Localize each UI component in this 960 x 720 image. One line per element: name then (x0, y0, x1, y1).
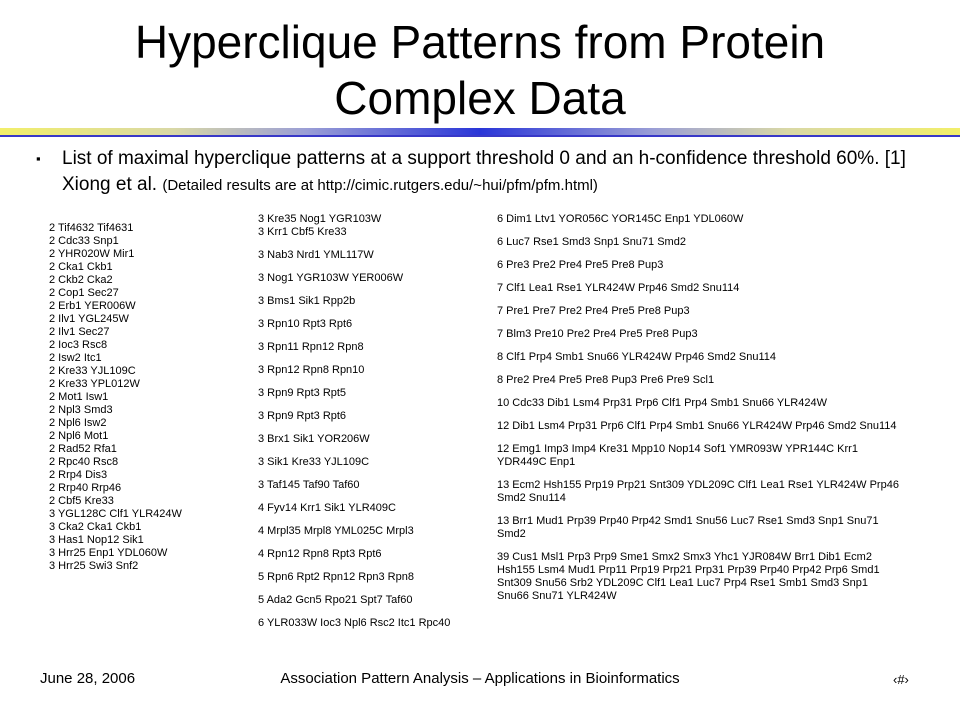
pattern-row: 3 Taf145 Taf90 Taf60 (258, 479, 360, 491)
pattern-row: 2 Cbf5 Kre33 (49, 495, 114, 507)
pattern-row: 2 Kre33 YPL012W (49, 378, 140, 390)
pattern-row: 3 YGL128C Clf1 YLR424W (49, 508, 182, 520)
pattern-row: 3 Rpn9 Rpt3 Rpt6 (258, 410, 347, 422)
pattern-row: 3 Rpn11 Rpn12 Rpn8 (258, 341, 364, 353)
pattern-row: 4 Fyv14 Krr1 Sik1 YLR409C (258, 502, 396, 514)
bullet-text (62, 146, 942, 199)
pattern-row: 3 Rpn12 Rpn8 Rpn10 (258, 364, 365, 376)
pattern-row: 2 Rrp40 Rrp46 (49, 482, 122, 494)
pattern-row: 2 Cop1 Sec27 (49, 287, 119, 299)
pattern-row: 3 Kre35 Nog1 YGR103W 3 Krr1 Cbf5 Kre33 (258, 213, 382, 238)
pattern-row: 6 YLR033W Ioc3 Npl6 Rsc2 Itc1 Rpc40 (258, 617, 451, 629)
pattern-row: 2 Erb1 YER006W (49, 300, 136, 312)
pattern-row: 2 Ioc3 Rsc8 (49, 339, 108, 351)
pattern-row: 2 Cka1 Ckb1 (49, 261, 113, 273)
pattern-row: 3 Brx1 Sik1 YOR206W (258, 433, 370, 445)
pattern-row: 12 Dib1 Lsm4 Prp31 Prp6 Clf1 Prp4 Smb1 Snu66 YLR424W Prp46 Smd2 Snu114 (497, 420, 897, 432)
pattern-row: 3 Cka2 Cka1 Ckb1 (49, 521, 142, 533)
pattern-row: 2 Tif4632 Tif4631 (49, 222, 134, 234)
pattern-row: 5 Rpn6 Rpt2 Rpn12 Rpn3 Rpn8 (258, 571, 414, 583)
pattern-row: 3 Sik1 Kre33 YJL109C (258, 456, 370, 468)
pattern-column-1 (49, 222, 249, 573)
pattern-row: 2 Ilv1 Sec27 (49, 326, 110, 338)
pattern-row: 2 Npl6 Isw2 (49, 417, 107, 429)
pattern-row: 3 Hrr25 Swi3 Snf2 (49, 560, 139, 572)
pattern-row: 3 Has1 Nop12 Sik1 (49, 534, 144, 546)
pattern-row: 4 Rpn12 Rpn8 Rpt3 Rpt6 (258, 548, 382, 560)
pattern-row: 5 Ada2 Gcn5 Rpo21 Spt7 Taf60 (258, 594, 413, 606)
pattern-row: 2 Rad52 Rfa1 (49, 443, 117, 455)
pattern-row: 3 Rpn10 Rpt3 Rpt6 (258, 318, 353, 330)
pattern-row: 3 Rpn9 Rpt3 Rpt5 (258, 387, 347, 399)
pattern-row: 2 Npl6 Mot1 (49, 430, 109, 442)
pattern-row: 13 Ecm2 Hsh155 Prp19 Prp21 Snt309 YDL209C Clf1 Lea1 Rse1 YLR424W Prp46 Smd2 Snu114 (497, 479, 899, 504)
footer-title: Association Pattern Analysis – Applications in Bioinformatics (280, 670, 680, 687)
pattern-row: 13 Brr1 Mud1 Prp39 Prp40 Prp42 Smd1 Snu56 Luc7 Rse1 Smd3 Snp1 Snu71 Smd2 (497, 515, 879, 540)
pattern-row: 10 Cdc33 Dib1 Lsm4 Prp31 Prp6 Clf1 Prp4 Smb1 Snu66 YLR424W (497, 397, 827, 409)
pattern-row: 2 Npl3 Smd3 (49, 404, 113, 416)
pattern-row: 2 Mot1 Isw1 (49, 391, 109, 403)
square-bullet-icon: ▪ (36, 151, 41, 166)
pattern-column-3 (497, 213, 902, 613)
pattern-row: 6 Dim1 Ltv1 YOR056C YOR145C Enp1 YDL060W (497, 213, 744, 225)
pattern-row: 2 Isw2 Itc1 (49, 352, 102, 364)
slide-title: Hyperclique Patterns from Protein Complex Data (134, 16, 826, 124)
pattern-row: 4 Mrpl35 Mrpl8 YML025C Mrpl3 (258, 525, 414, 537)
pattern-row: 12 Emg1 Imp3 Imp4 Kre31 Mpp10 Nop14 Sof1 YMR093W YPR144C Krr1 YDR449C Enp1 (497, 443, 858, 468)
pattern-row: 2 Kre33 YJL109C (49, 365, 136, 377)
pattern-row: 6 Pre3 Pre2 Pre4 Pre5 Pre8 Pup3 (497, 259, 664, 271)
pattern-row: 3 Bms1 Sik1 Rpp2b (258, 295, 356, 307)
pattern-row: 7 Pre1 Pre7 Pre2 Pre4 Pre5 Pre8 Pup3 (497, 305, 690, 317)
pattern-row: 2 Ckb2 Cka2 (49, 274, 113, 286)
pattern-row: 39 Cus1 Msl1 Prp3 Prp9 Sme1 Smx2 Smx3 Yhc1 YJR084W Brr1 Dib1 Ecm2 Hsh155 Lsm4 Mud1 Prp11 Prp19 Prp21 Prp31 Prp39 Prp40 Prp42 Prp6 Smd1 Snt309 Snu56 Srb2 YDL209C Clf1 Lea1 Luc7 Prp4 Rse1 Smb1 Smd3 Snp1 Snu66 Snu71 YLR424W (497, 551, 880, 602)
pattern-row: 2 Cdc33 Snp1 (49, 235, 119, 247)
pattern-row: 2 Rpc40 Rsc8 (49, 456, 119, 468)
pattern-row: 8 Pre2 Pre4 Pre5 Pre8 Pup3 Pre6 Pre9 Scl1 (497, 374, 715, 386)
pattern-row: 2 Rrp4 Dis3 (49, 469, 108, 481)
bullet-main-text: List of maximal hyperclique patterns at a support threshold 0 and an h-confidence threshold 60%. [1] Xiong et al. (62, 148, 906, 195)
slide-number: ‹#› (893, 672, 909, 687)
footer-date: June 28, 2006 (40, 670, 136, 687)
pattern-row: 7 Blm3 Pre10 Pre2 Pre4 Pre5 Pre8 Pup3 (497, 328, 698, 340)
bullet-results-note: (Detailed results are at http://cimic.rutgers.edu/~hui/pfm/pfm.html) (162, 177, 598, 194)
pattern-row: 8 Clf1 Prp4 Smb1 Snu66 YLR424W Prp46 Smd2 Snu114 (497, 351, 777, 363)
pattern-row: 3 Nog1 YGR103W YER006W (258, 272, 404, 284)
pattern-column-2 (258, 213, 498, 640)
pattern-row: 2 YHR020W Mir1 (49, 248, 135, 260)
pattern-row: 7 Clf1 Lea1 Rse1 YLR424W Prp46 Smd2 Snu114 (497, 282, 740, 294)
pattern-row: 6 Luc7 Rse1 Smd3 Snp1 Snu71 Smd2 (497, 236, 686, 248)
pattern-row: 3 Hrr25 Enp1 YDL060W (49, 547, 168, 559)
pattern-row: 3 Nab3 Nrd1 YML117W (258, 249, 374, 261)
title-underline-rule (0, 135, 960, 137)
pattern-row: 2 Ilv1 YGL245W (49, 313, 129, 325)
